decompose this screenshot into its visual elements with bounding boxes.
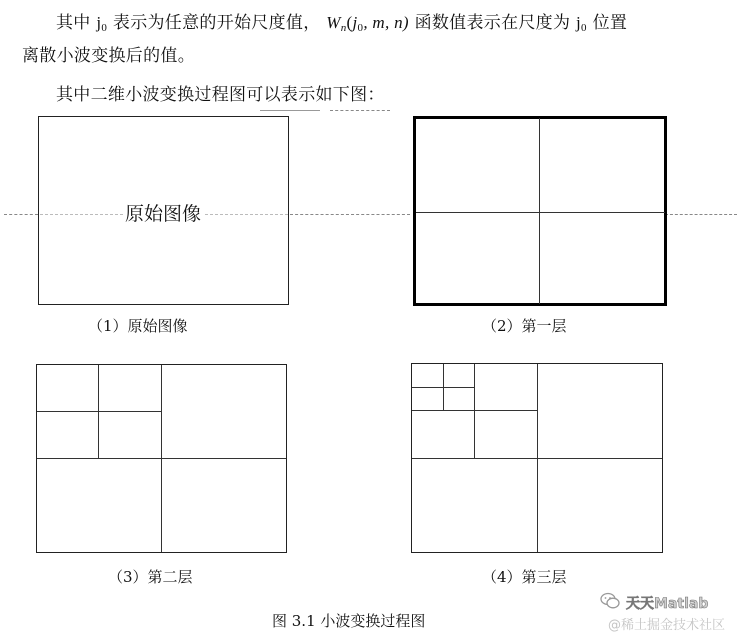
- panel-2-caption: （2）第一层: [482, 317, 567, 335]
- split-vertical-l2: [474, 364, 475, 458]
- split-horizontal: [412, 458, 662, 459]
- panel-1-caption: （1）原始图像: [88, 317, 188, 335]
- split-horizontal-l2: [412, 410, 537, 411]
- split-horizontal-l3: [412, 387, 474, 388]
- j0-symbol: $j_0$: [96, 13, 108, 34]
- split-horizontal: [416, 212, 665, 213]
- scan-artifact-line: [330, 110, 390, 111]
- dashed-guide-line: [665, 214, 737, 215]
- scan-artifact-line: [260, 110, 320, 111]
- w-function: $W_n(j_0$, m, n): [326, 13, 409, 34]
- panel-first-level: [413, 116, 667, 306]
- split-horizontal: [37, 458, 286, 459]
- dashed-guide-line: [4, 214, 38, 215]
- dashed-guide-line: [290, 214, 410, 215]
- split-vertical: [539, 118, 540, 304]
- paragraph-line-2: 离散小波变换后的值。: [22, 46, 195, 66]
- paragraph-2: 其中二维小波变换过程图可以表示如下图：: [56, 85, 385, 105]
- text-mid: 表示为任意的开始尺度值，: [112, 13, 321, 33]
- watermark-title: 天天Matlab: [626, 596, 709, 612]
- text-prefix: 其中: [56, 13, 91, 33]
- text-end: 函数值表示在尺度为: [414, 13, 571, 33]
- paragraph-line-1: [22, 8, 627, 34]
- panel-center-label: 原始图像: [123, 199, 203, 226]
- wechat-icon: [600, 592, 620, 610]
- panel-4-caption: （4）第三层: [482, 568, 567, 586]
- j0-symbol-end: $j_0$: [576, 13, 587, 34]
- watermark-subtitle: @稀土掘金技术社区: [608, 618, 726, 633]
- figure-caption: 图 3.1 小波变换过程图: [272, 612, 426, 630]
- split-horizontal-l2: [37, 411, 161, 412]
- panel-3-caption: （3）第二层: [108, 568, 193, 586]
- text-tail: 位置: [592, 13, 628, 33]
